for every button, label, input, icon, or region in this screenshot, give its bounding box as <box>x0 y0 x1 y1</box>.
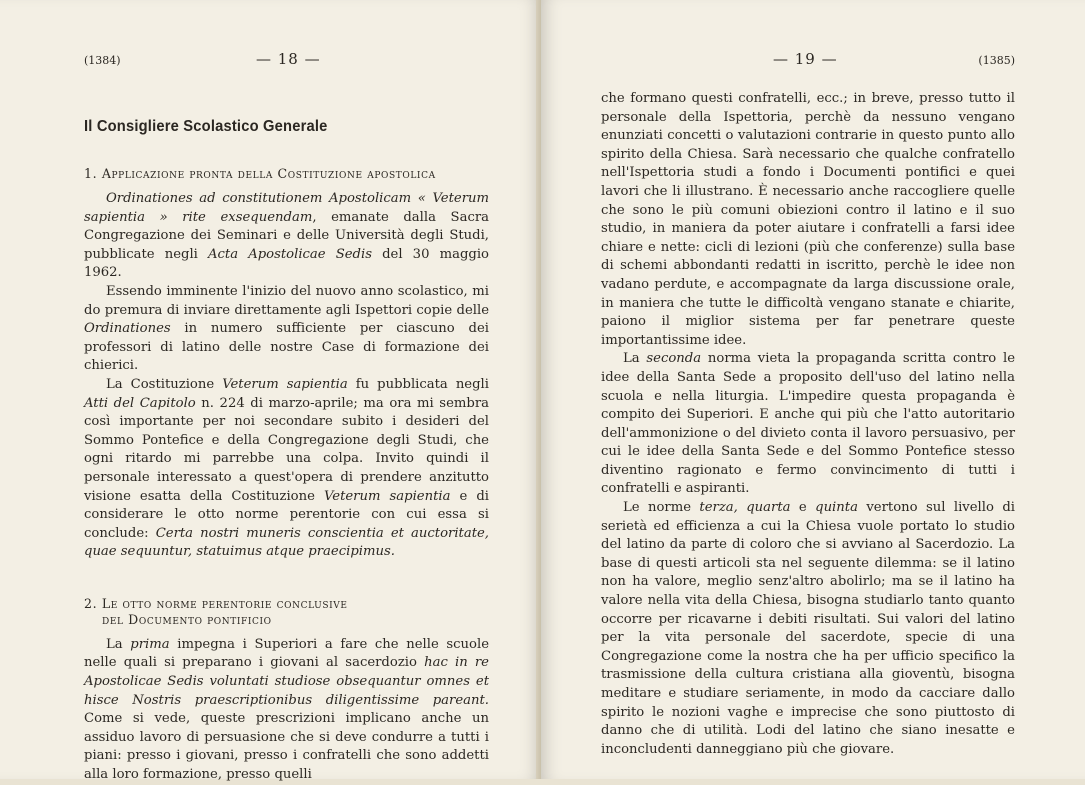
right-paragraph-2 <box>601 350 1015 499</box>
left-page-number: — 18 — <box>256 50 321 68</box>
right-p2-italic: seconda <box>646 351 702 367</box>
right-paragraph-1: che formano questi confratelli, ecc.; in breve, presso tutto il personale della Ispettoria, perchè da nessuno vengano enunziati concetti o valutazioni contrarie in questo punto allo spirito della Chiesa. Sarà necessario che qualche confratello nell'Ispettoria studi a fondo i Documenti pontifici e quei lavori che li illustrano. È necessario anche raccogliere quelle che sono le più comuni obiezioni contro il latino e il suo studio, in maniera da poter aiutare i confratelli a farsi idee chiare e nette: cicli di lezioni (più che conferenze) sulla base di schemi abbondanti redatti in iscritto, perchè le idee non vadano perdute, e accompagnate da larga discussione orale, in maniera che tutte le difficoltà vengano stanate e chiarite, paiono il miglior sistema per far penetrare queste importantissime idee. <box>601 91 1015 348</box>
section1-p3-text3: n. 224 di marzo-aprile; ma ora mi sembra così importante per noi secondare subito i desideri del Sommo Pontefice e della Congregazione degli Studi, che ogni ritardo mi parrebbe una colpa. Invito quindi il personale interessato a quest'opera di prendere anzitutto visione esatta della Costituzione <box>84 395 489 504</box>
section1-p3-italic1: Veterum sapientia <box>222 376 348 392</box>
section1-p2-text2: in numero sufficiente per ciascuno dei professori di latino delle nostre Case di formazione dei chierici. <box>84 321 489 374</box>
section2-heading-line1: 2. Le otto norme perentorie conclusive <box>84 595 348 611</box>
section1-p1-italic2: Acta Apostolicae Sedis <box>208 246 372 262</box>
right-p2-text1: La <box>623 351 647 367</box>
section1-p3-text4: e di considerare le otto norme perentorie con cui essa si conclude: <box>84 488 489 541</box>
right-p3-text1: Le norme <box>623 500 700 516</box>
section2-p1-italic1: prima <box>130 636 170 652</box>
right-p3-italic2: quinta <box>815 500 858 516</box>
section1-p3-italic2: Atti del Capitolo <box>84 395 196 411</box>
right-page-number: — 19 — <box>773 50 838 68</box>
section1-paragraph-1 <box>84 190 489 283</box>
right-p3-text3: vertono sul livello di serietà ed efficienza a cui la Chiesa vuole portato lo studio del latino da parte di coloro che si avviano al Sacerdozio. La base di questi articoli sta nel seguente dilemma: se il latino non ha valore, meglio senz'altro abolirlo; ma se il latino ha valore nella vita della Chiesa, bisogna studiarlo tanto quanto occorre per ricavarne i debiti risultati. Sui valori del latino per la vita personale del sacerdote, specie di una Congregazione come la nostra che ha per ufficio specifico la trasmissione della cultura cristiana alla gioventù, bisogna meditare e studiare seriamente, in modo da cacciare dallo spirito le nozioni vaghe e imprecise che sono piuttosto di danno che di utilità. Lodi del latino che siano inesatte e inconcludenti danneggiano più che giovare. <box>601 500 1015 757</box>
section1-p2-italic: Ordinationes <box>84 321 171 337</box>
section2-heading <box>84 596 489 628</box>
section1-p2-text1: Essendo imminente l'inizio del nuovo anno scolastico, mi do premura di inviare direttamente agli Ispettori copie delle <box>84 283 489 318</box>
right-page <box>541 0 1085 779</box>
section2-p1-text2: impegna i Superiori a fare che nelle scuole nelle quali si preparano i giovani al sacerdozio <box>84 636 489 671</box>
section2-p1-text3: Come si vede, queste prescrizioni implicano anche un assiduo lavoro di persuasione che si deve condurre a tutti i piani: presso i giovani, presso i confratelli che sono addetti alla loro formazione, presso quelli <box>84 711 489 783</box>
right-paragraph-3 <box>601 499 1015 759</box>
right-p3-text2: e <box>790 500 816 516</box>
left-page-header <box>84 50 489 74</box>
right-page-code: (1385) <box>978 54 1015 67</box>
section-title: Il Consigliere Scolastico Generale <box>84 118 328 135</box>
section1-p1-text1: , emanate dalla Sacra Congregazione dei Seminari e delle Università degli Studi, pubblicate negli <box>84 209 490 262</box>
section2-p1-italic2: hac in re Apostolicae Sedis voluntati studiose obsequantur omnes et hisce Nostris praescriptionibus diligentissime pareant. <box>84 655 489 708</box>
section1-paragraph-3 <box>84 376 489 562</box>
section2-paragraph-1 <box>84 636 489 785</box>
section2-heading-line2: del Documento pontificio <box>102 611 272 627</box>
left-page <box>0 0 541 783</box>
section1-p3-text1: La Costituzione <box>106 376 223 392</box>
section1-p1-italic1: Ordinationes ad constitutionem Apostolicam « Veterum sapientia » rite exsequendam <box>84 191 489 225</box>
left-page-code: (1384) <box>84 54 121 67</box>
right-page-header <box>601 50 1015 74</box>
section1-p3-text2: fu pubblicata negli <box>347 376 489 392</box>
section1-paragraph-2 <box>84 283 489 376</box>
section1-p3-italic3: Veterum sapientia <box>323 488 451 504</box>
right-p3-italic1: terza, quarta <box>699 500 791 516</box>
right-p2-text2: norma vieta la propaganda scritta contro le idee della Santa Sede a proposito dell'uso del latino nella scuola e nella liturgia. L'impedire questa propaganda è compito dei Superiori. E anche qui più che l'atto autoritario dell'ammonizione o del divieto conta il lavoro persuasivo, per cui le idee della Santa Sede e del Sommo Pontefice stesso diventino ragionato e fermo convincimento di tutti i confratelli e aspiranti. <box>601 351 1015 497</box>
section1-p3-italic4: Certa nostri muneris conscientia et auctoritate, quae sequuntur, statuimus atque praecipimus. <box>84 525 489 560</box>
section1-p1-text2: del 30 maggio 1962. <box>84 246 489 281</box>
section1-heading: 1. Applicazione pronta della Costituzione apostolica <box>84 166 436 181</box>
section2-p1-text1: La <box>106 636 131 652</box>
right-page-body <box>601 90 1015 759</box>
